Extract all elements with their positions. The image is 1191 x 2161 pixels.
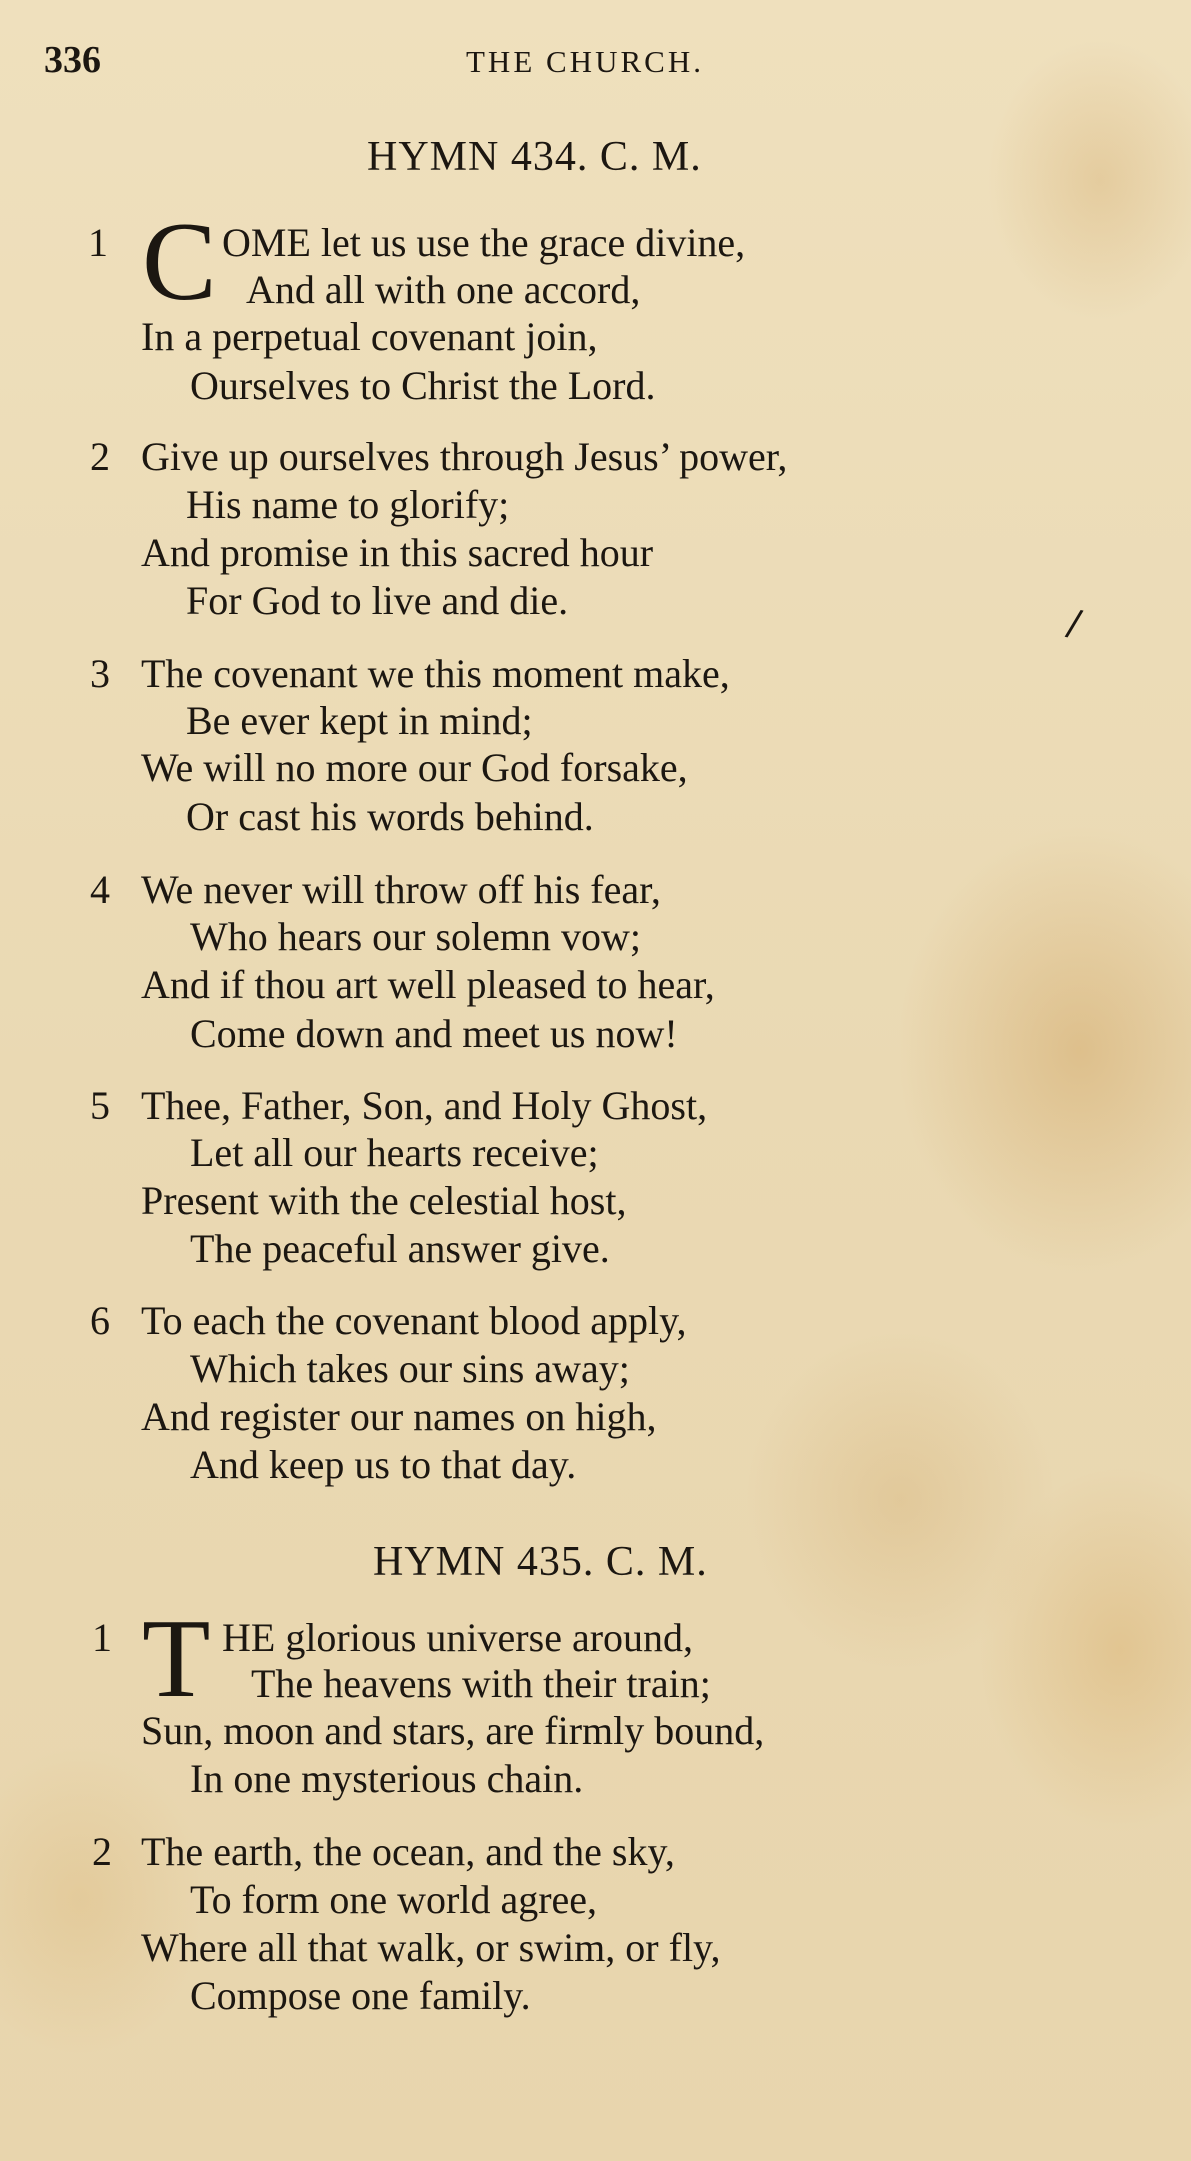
verse-line: The covenant we this moment make, [141,651,730,696]
page-number: 336 [44,39,101,81]
verse-line: Where all that walk, or swim, or fly, [141,1925,721,1970]
verse-line: Let all our hearts receive; [190,1130,599,1175]
verse-number: 2 [90,434,110,479]
hymn-title: HYMN 435. C. M. [373,1539,708,1585]
verse-line: Sun, moon and stars, are firmly bound, [141,1708,765,1753]
verse-line: Give up ourselves through Jesus’ power, [141,434,788,479]
verse-line: Who hears our solemn vow; [190,914,642,959]
drop-cap: C [142,200,217,324]
verse-line: OME let us use the grace divine, [222,220,746,265]
verse-line: And all with one accord, [246,267,641,312]
verse-line: And promise in this sacred hour [141,530,654,575]
verse-line: His name to glorify; [186,482,510,527]
verse-line: In one mysterious chain. [190,1756,584,1801]
verse-number: 3 [90,651,110,696]
verse-line: In a perpetual covenant join, [141,314,598,359]
verse-line: Present with the celestial host, [141,1178,627,1223]
verse-line: Be ever kept in mind; [186,698,533,743]
verse-line: Ourselves to Christ the Lord. [190,363,656,408]
verse-line: And register our names on high, [141,1394,657,1439]
verse-line: And keep us to that day. [190,1442,577,1487]
verse-line: For God to live and die. [186,578,569,623]
drop-cap: T [142,1597,211,1721]
verse-line: HE glorious universe around, [222,1615,694,1660]
verse-line: To each the covenant blood apply, [141,1298,687,1343]
verse-line: To form one world agree, [190,1877,598,1922]
verse-line: The peaceful answer give. [190,1226,610,1271]
verse-number: 1 [88,220,108,265]
verse-number: 5 [90,1083,110,1128]
verse-line: Thee, Father, Son, and Holy Ghost, [141,1083,708,1128]
hymn-title: HYMN 434. C. M. [367,134,702,180]
verse-line: Or cast his words behind. [186,794,594,839]
verse-line: The heavens with their train; [251,1661,711,1706]
verse-line: Compose one family. [190,1973,531,2018]
verse-number: 4 [90,867,110,912]
verse-line: Come down and meet us now! [190,1011,678,1056]
running-head: THE CHURCH. [466,44,704,79]
verse-line: And if thou art well pleased to hear, [141,962,715,1007]
verse-number: 2 [92,1829,112,1874]
verse-line: The earth, the ocean, and the sky, [141,1829,675,1874]
verse-line: Which takes our sins away; [190,1346,630,1391]
ink-mark: / [1063,598,1086,649]
verse-line: We never will throw off his fear, [141,867,661,912]
verse-line: We will no more our God forsake, [141,745,688,790]
verse-number: 1 [92,1615,112,1660]
verse-number: 6 [90,1298,110,1343]
